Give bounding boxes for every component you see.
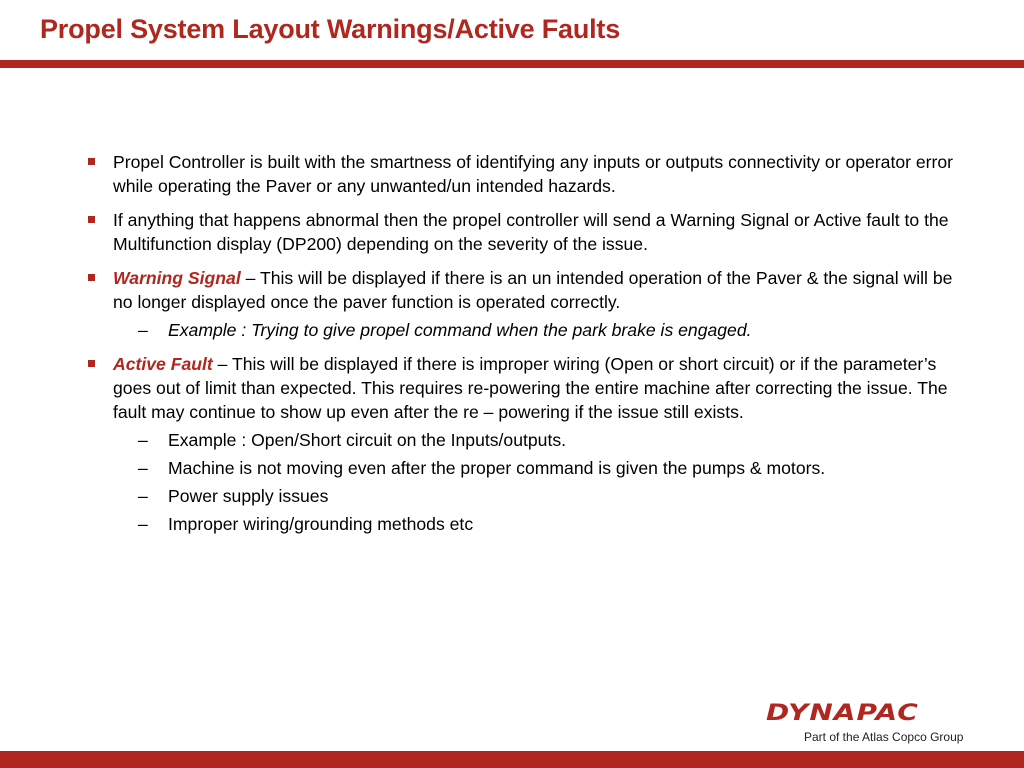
bullet-text: – This will be displayed if there is improper wiring (Open or short circuit) or if the parameter’s goes out of limit than expected. This requires re-powering the entire machine after correcting the issue. The fault may continue to show up even after the re – powering if the issue still exists.	[113, 354, 948, 422]
title-divider	[0, 60, 1024, 68]
slide-content	[88, 150, 968, 546]
dash-bullet: –	[138, 320, 148, 340]
square-bullet-icon	[88, 360, 95, 367]
sub-bullet-text: Power supply issues	[168, 486, 329, 506]
page-title: Propel System Layout Warnings/Active Faults	[40, 14, 621, 44]
bullet-text: – This will be displayed if there is an un intended operation of the Paver & the signal will be no longer displayed once the paver function is operated correctly.	[113, 268, 953, 312]
bullet-item-active-fault	[88, 352, 968, 536]
logo-tagline: Part of the Atlas Copco Group	[804, 730, 964, 744]
dash-bullet: –	[138, 514, 148, 534]
dynapac-logo	[766, 701, 998, 747]
sub-bullet-item	[113, 484, 968, 508]
sub-bullet-text: Example : Open/Short circuit on the Inputs/outputs.	[168, 430, 567, 450]
sub-bullet-text: Example : Trying to give propel command when the park brake is engaged.	[168, 320, 752, 340]
sub-bullet-item	[113, 318, 968, 342]
sub-bullet-item	[113, 512, 968, 536]
term-active-fault: Active Fault	[113, 354, 213, 374]
bullet-text: Propel Controller is built with the smartness of identifying any inputs or outputs connectivity or operator error while operating the Paver or any unwanted/un intended hazards.	[113, 152, 954, 196]
sub-bullet-item	[113, 456, 968, 480]
square-bullet-icon	[88, 216, 95, 223]
dash-bullet: –	[138, 430, 148, 450]
sub-bullet-text: Improper wiring/grounding methods etc	[168, 514, 474, 534]
dash-bullet: –	[138, 458, 148, 478]
logo-wordmark: DYNAPAC	[766, 699, 919, 726]
bullet-item	[88, 208, 968, 256]
term-warning-signal: Warning Signal	[113, 268, 241, 288]
bullet-text: If anything that happens abnormal then the propel controller will send a Warning Signal or Active fault to the Multifunction display (DP200) depending on the severity of the issue.	[113, 210, 949, 254]
dash-bullet: –	[138, 486, 148, 506]
sub-bullet-text: Machine is not moving even after the proper command is given the pumps & motors.	[168, 458, 826, 478]
sub-bullet-item	[113, 428, 968, 452]
bullet-item-warning-signal	[88, 266, 968, 342]
square-bullet-icon	[88, 274, 95, 281]
footer-bar	[0, 751, 1024, 768]
bullet-item	[88, 150, 968, 198]
square-bullet-icon	[88, 158, 95, 165]
